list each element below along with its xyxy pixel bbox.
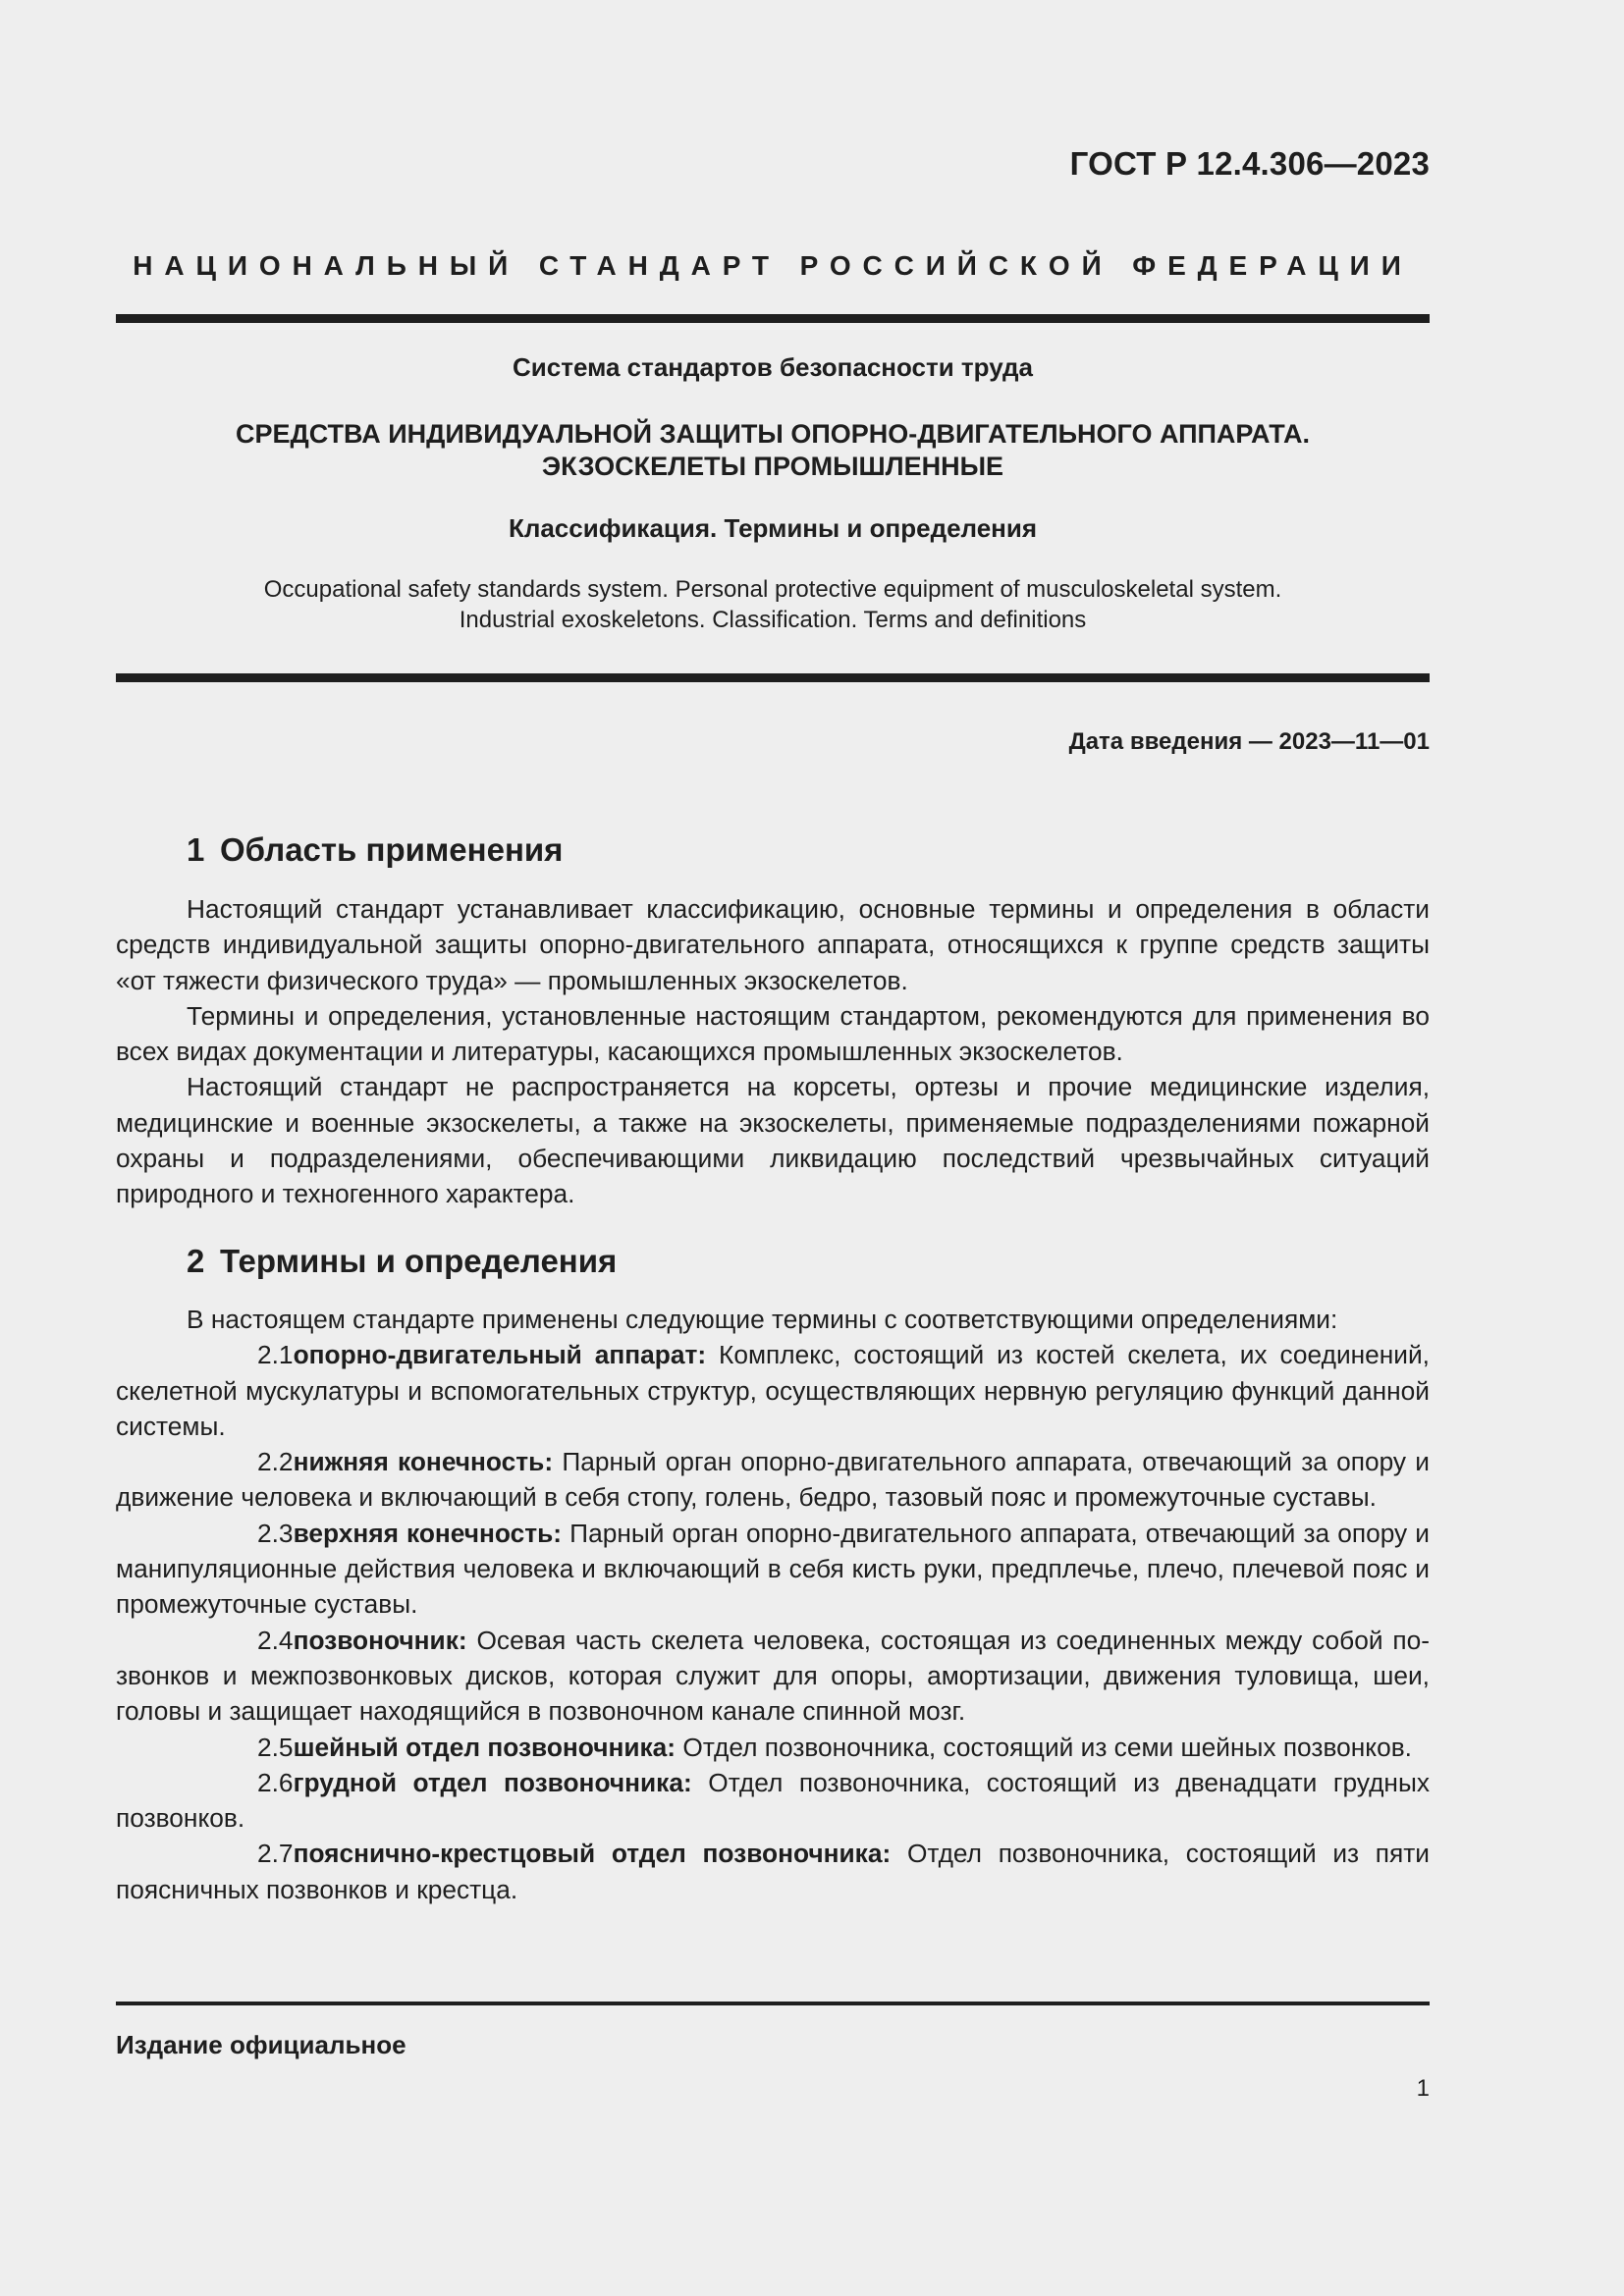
- english-title-line-1: Occupational safety standards system. Personal protective equipment of musculoskeletal system.: [263, 576, 1282, 603]
- definition-number: 2.3: [257, 1518, 294, 1548]
- title-bottom-rule: [116, 673, 1430, 682]
- definition: [116, 1765, 1430, 1837]
- definition: [116, 1516, 1430, 1623]
- definition-number: 2.6: [257, 1767, 294, 1797]
- definition-text: Парный орган опорно-двигательного аппарата, отвечающий за опору и манипуляционные действия человека и включающий в себя кисть руки, предплечье, плечо, плечевой пояс и промежуточные суставы.: [116, 1518, 1430, 1620]
- definition-number: 2.1: [257, 1340, 294, 1370]
- title-line-1: СРЕДСТВА ИНДИВИДУАЛЬНОЙ ЗАЩИТЫ ОПОРНО-ДВИГАТЕЛЬНОГО АППАРАТА.: [235, 419, 1310, 449]
- definition-term: позвоночник:: [293, 1625, 467, 1655]
- section-2-intro: В настоящем стандарте применены следующие термины с соответствующими определениями:: [187, 1305, 1338, 1334]
- definition-text: Парный орган опорно-двигательного аппарата, отвечающий за опору и движение человека и включающий в себя стопу, голень, бедро, тазовый пояс и промежуточные суставы.: [116, 1447, 1430, 1513]
- standard-code: ГОСТ Р 12.4.306—2023: [1069, 145, 1430, 182]
- section-1-heading: [187, 831, 563, 869]
- paragraph: Термины и определения, установленные настоящим стандартом, рекомендуются для применения во всех видах документации и литературы, касающихся промышленных экзоскелетов.: [116, 1000, 1430, 1067]
- section-2-number: 2: [187, 1243, 205, 1279]
- definition-text: Отдел позвоночника, состоящий из двенадцати грудных позвонков.: [116, 1767, 1431, 1834]
- definition: [116, 1623, 1430, 1730]
- section-1-title: Область применения: [220, 831, 564, 868]
- section-1-number: 1: [187, 831, 205, 868]
- definition-term: опорно-двигательный аппарат:: [293, 1340, 707, 1370]
- document-title: [116, 418, 1430, 483]
- definition-number: 2.4: [257, 1625, 294, 1655]
- page-number: 1: [1416, 2075, 1430, 2102]
- national-standard-banner: НАЦИОНАЛЬНЫЙ СТАНДАРТ РОССИЙСКОЙ ФЕДЕРАЦИИ: [133, 250, 1413, 281]
- definition-term: пояснично-крестцовый отдел позвоночника:: [293, 1839, 892, 1869]
- definition-text: Отдел позвоночника, состоящий из пяти поясничных позвонков и крестца.: [116, 1839, 1430, 1904]
- english-title: [116, 574, 1430, 635]
- document-subtitle: Классификация. Термины и определения: [508, 513, 1038, 543]
- standard-series: Система стандартов безопасности труда: [513, 352, 1033, 382]
- definition-number: 2.5: [257, 1732, 294, 1762]
- title-line-2: ЭКЗОСКЕЛЕТЫ ПРОМЫШЛЕННЫЕ: [541, 452, 1004, 481]
- definition-term: шейный отдел позвоночника:: [293, 1732, 677, 1762]
- definition: [116, 1444, 1430, 1516]
- footer-rule: [116, 2002, 1430, 2005]
- section-2-body: [116, 1302, 1430, 1907]
- section-2-heading: [187, 1243, 617, 1280]
- definition: [116, 1337, 1430, 1444]
- definition-term: нижняя конечность:: [293, 1447, 554, 1477]
- english-title-line-2: Industrial exoskeletons. Classification. Terms and definitions: [459, 607, 1087, 633]
- top-rule: [116, 314, 1430, 323]
- definition-term: грудной отдел позвоночника:: [293, 1767, 692, 1797]
- paragraph: Настоящий стандарт устанавливает классификацию, основные термины и определения в области средств индивидуальной защиты опорно-двигательного аппарата, относящихся к группе средств защиты «от тяжести физического труда» — промышленных экзоскелетов.: [116, 894, 1430, 995]
- definition: [116, 1836, 1430, 1907]
- definition-text: Комплекс, состоящий из костей скелета, их соединений, скелетной мускулатуры и вспомогательных структур, осуществляющих нервную регуляцию функций данной системы.: [116, 1340, 1430, 1441]
- paragraph: Настоящий стандарт не распространяется на корсеты, ортезы и прочие медицинские изделия, медицинские и военные экзоскелеты, а также на экзоскелеты, применяемые подразделениями пожарной охраны и подразделениями, обеспечивающими ликвидацию последствий чрезвычайных ситуаций природного и техногенного характера.: [116, 1072, 1430, 1209]
- definition-term: верхняя конечность:: [293, 1518, 563, 1548]
- definition-text: Отдел позвоночника, состоящий из семи шейных позвонков.: [682, 1732, 1412, 1762]
- introduction-date: Дата введения — 2023—11—01: [1068, 728, 1430, 755]
- definition-number: 2.2: [257, 1447, 294, 1477]
- definition-text: Осевая часть скелета человека, состоящая из соединенных между собой по-звонков и межпозвонковых дисков, которая служит для опоры, амортизации, движения туловища, шеи, головы и защищает находящийся в позвоночном канале спинной мозг.: [116, 1625, 1430, 1727]
- definition: [116, 1730, 1430, 1765]
- section-2-title: Термины и определения: [220, 1243, 618, 1279]
- official-edition-note: Издание официальное: [116, 2030, 406, 2059]
- definition-number: 2.7: [257, 1839, 294, 1869]
- section-1-body: [116, 891, 1430, 1212]
